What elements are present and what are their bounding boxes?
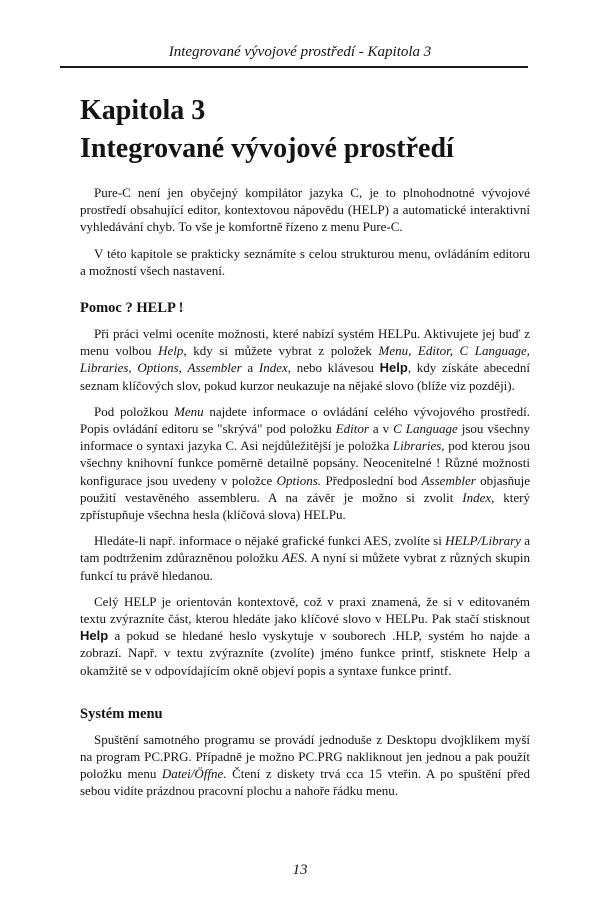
chapter-number: Kapitola 3	[80, 95, 206, 126]
help-paragraph-1: Při práci velmi oceníte možnosti, které nabízí systém HELPu. Aktivujete jej buď z menu volbou Help, kdy si můžete vybrat z položek Menu, Editor, C Language, Libraries, Options, Assembler a Index, nebo klávesou Help, kdy získáte abecední seznam klíčových slov, pokud kurzor neukazuje na nějaké slovo (blíže viz později).	[80, 326, 531, 393]
help-paragraph-2: Pod položkou Menu najdete informace o ovládání celého vývojového prostředí. Popis ovládání editoru se "skrývá" pod položku Editor a v C Language jsou všechny informace o syntaxi jazyka C. Asi nejdůležitější je položka Libraries, pod kterou jsou všechny knihovní funkce poměrně detailně popsány. Neocenitelné ! Různé možnosti konfigurace jsou uvedeny v položce Options. Předposlední bod Assembler objasňuje použití vestavěného assembleru. A na závěr je možno si zvolit Index, který zpřístupňuje všechna hesla (klíčová slova) HELPu.	[80, 403, 530, 523]
section-heading-help: Pomoc ? HELP !	[80, 300, 184, 317]
intro-paragraph-2: V této kapitole se prakticky seznámíte s celou strukturou menu, ovládáním editoru a možností všech nastavení.	[80, 245, 530, 278]
chapter-title: Integrované vývojové prostředí	[80, 133, 454, 164]
chapter-heading	[80, 92, 454, 168]
menu-paragraph-1: Spuštění samotného programu se provádí jednoduše z Desktopu dvojklikem myší na program PC.PRG. Případně je možno PC.PRG nakliknout jen jednou a pak použít položku menu Datei/Öffne. Čtení z diskety trvá cca 15 vteřin. A po spuštění před sebou vidíte prázdnou pracovní plochu a nahoře řádku menu.	[80, 731, 531, 799]
help-key-label: Help	[80, 628, 109, 644]
running-header: Integrované vývojové prostředí - Kapitola 3	[168, 44, 432, 60]
help-paragraph-4: Celý HELP je orientován kontextově, což v praxi znamená, že si v editovaném textu zvýrazníte část, kterou hledáte jako klíčové slovo v HELPu. Pak stačí stisknout Help a pokud se hledané heslo vyskytuje v souborech .HLP, systém ho najde a zobrazí. Např. v textu zvýrazníte (zvolíte) jméno funkce printf, stisknete Help a okamžitě se v odpovídajícím okně objeví popis a syntaxe funkce printf.	[80, 593, 530, 678]
page-body	[80, 184, 530, 809]
intro-paragraph-1: Pure-C není jen obyčejný kompilátor jazyka C, je to plnohodnotné vývojové prostředí obsahující editor, kontextovou nápovědu (HELP) a automatické interaktivní vyhledávání chyb. To vše je komfortně řízeno z menu Pure-C.	[80, 185, 530, 235]
page-number: 13	[292, 862, 308, 878]
header-rule	[60, 66, 528, 68]
section-heading-menu: Systém menu	[80, 705, 163, 722]
help-paragraph-3: Hledáte-li např. informace o nějaké grafické funkci AES, zvolíte si HELP/Library a tam podtrženim zdůrazněnou položku AES. A nyní si můžete vybrat z různých skupin funkcí tu právě hledanou.	[80, 533, 530, 583]
help-key-label: Help	[379, 360, 408, 376]
